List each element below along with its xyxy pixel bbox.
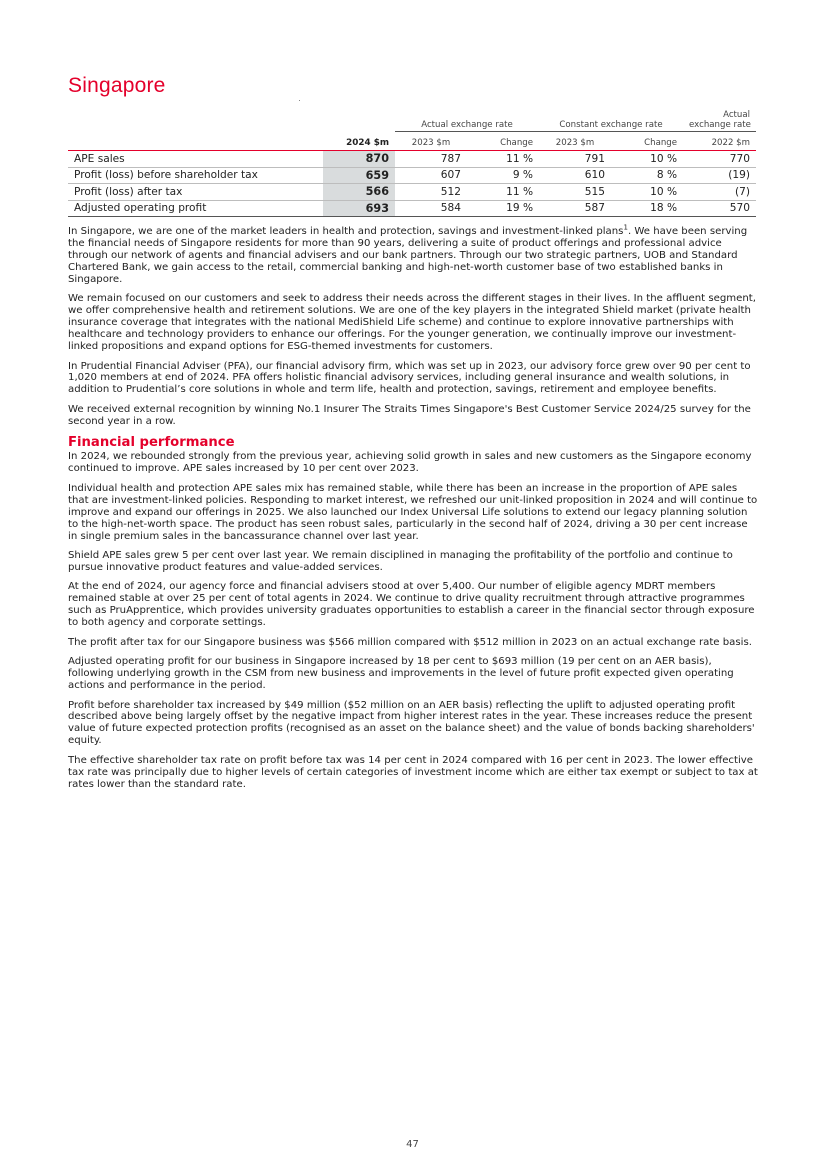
col-header-2023-cer: 2023 $m [539,132,611,151]
cell-change-cer: 8 % [611,167,683,184]
body-text [68,223,758,798]
paragraph: Adjusted operating profit for our business in Singapore increased by 18 per cent to $693 million (19 per cent on an AER basis), following underlying growth in the CSM from new business and improvements in the level of future profit expected given operating actions and performance in the period. [68,656,734,692]
row-label: Profit (loss) after tax [68,184,323,201]
table-row [68,167,756,184]
group-label-actual: Actual exchange rate [395,110,539,132]
cell-2024: 659 [323,167,395,184]
footnote-marker: 1 [623,223,628,232]
cell-2023-aer: 512 [395,184,467,201]
paragraph: We remain focused on our customers and seek to address their needs across the different stages in their lives. In the affluent segment, we offer comprehensive health and retirement solutions. We are one of the key players in the integrated Shield market (private health insurance coverage that integrates with the national MediShield Life scheme) and continue to explore innovative partnerships with healthcare and technology providers to enhance our offerings. For the younger generation, we continually improve our investment-linked propositions and expand options for ESG-themed investments for customers. [68,293,756,353]
col-header-2024: 2024 $m [323,132,395,151]
group-label-right-line1: Actual [723,110,751,120]
paragraph: The profit after tax for our Singapore business was $566 million compared with $512 million in 2023 on an actual exchange rate basis. [68,636,752,648]
table-header-groups [68,110,756,132]
row-label: Profit (loss) before shareholder tax [68,167,323,184]
table-row [68,184,756,201]
paragraph: Profit before shareholder tax increased by $49 million ($52 million on an AER basis) reflecting the uplift to adjusted operating profit described above being largely offset by the negative impact from higher interest rates in the year. These increases reduce the present value of future expected protection profits (recognised as an asset on the balance sheet) and the value of bonds backing shareholders' equity. [68,699,755,747]
financial-table [68,110,756,217]
paragraph: Shield APE sales grew 5 per cent over last year. We remain disciplined in managing the profitability of the portfolio and continue to pursue innovative product features and value-added services. [68,549,733,573]
row-label: Adjusted operating profit [68,200,323,217]
cell-2024: 693 [323,200,395,217]
cell-change-cer: 10 % [611,184,683,201]
col-header-2022: 2022 $m [683,132,756,151]
cell-2023-cer: 791 [539,151,611,168]
table-row [68,200,756,217]
paragraph: In 2024, we rebounded strongly from the previous year, achieving solid growth in sales and new customers as the Singapore economy continued to improve. APE sales increased by 10 per cent over 2023. [68,451,752,475]
group-label-right-line2: exchange rate [689,120,751,130]
stray-dot [299,100,300,101]
cell-change-cer: 10 % [611,151,683,168]
cell-2023-cer: 610 [539,167,611,184]
paragraph: In Prudential Financial Adviser (PFA), our financial advisory firm, which was set up in 2023, our advisory force grew over 90 per cent to 1,020 members at end of 2024. PFA offers holistic financial advisory services, including general insurance and wealth solutions, in addition to Prudential’s core solutions in whole and term life, health and protection, savings, retirement and employee benefits. [68,360,751,396]
cell-2024: 870 [323,151,395,168]
page-number: 47 [406,1139,419,1150]
col-header-change-cer: Change [611,132,683,151]
group-label-right [683,110,756,132]
cell-2023-aer: 787 [395,151,467,168]
cell-2022: 770 [683,151,756,168]
cell-2023-cer: 587 [539,200,611,217]
table-row [68,151,756,168]
cell-change-aer: 11 % [467,184,539,201]
paragraph: At the end of 2024, our agency force and financial advisers stood at over 5,400. Our number of eligible agency MDRT members remained stable at over 25 per cent of total agents in 2024. We continue to drive quality recruitment through attractive programmes such as PruApprentice, which provides university graduates opportunities to establish a career in the financial sector through exposure to both agency and corporate settings. [68,581,755,629]
paragraph-part: . We have been serving the financial needs of Singapore residents for more than 90 years, delivering a suite of product offerings and professional advice through our network of agents and financial advisers and our bank partners. Through our two strategic partners, UOB and Standard Chartered Bank, we gain access to the retail, commercial banking and high-net-worth customer base of two established banks in Singapore. [68,226,748,285]
cell-change-aer: 19 % [467,200,539,217]
paragraph: We received external recognition by winning No.1 Insurer The Straits Times Singapore's Best Customer Service 2024/25 survey for the second year in a row. [68,403,751,427]
cell-change-aer: 9 % [467,167,539,184]
cell-2024: 566 [323,184,395,201]
col-header-2023-aer: 2023 $m [395,132,467,151]
cell-2023-aer: 584 [395,200,467,217]
paragraph [68,223,758,286]
cell-2022: 570 [683,200,756,217]
cell-2022: (19) [683,167,756,184]
paragraph: Individual health and protection APE sales mix has remained stable, while there has been an increase in the proportion of APE sales that are investment-linked policies. Responding to market interest, we refreshed our unit-linked proposition in 2024 and will continue to improve and expand our offerings in 2025. We also launched our Index Universal Life solutions to extend our legacy planning solution to the high-net-worth space. The product has seen robust sales, particularly in the second half of 2024, driving a 30 per cent increase in single premium sales in the bancassurance channel over last year. [68,482,758,542]
cell-2023-cer: 515 [539,184,611,201]
cell-change-cer: 18 % [611,200,683,217]
cell-2023-aer: 607 [395,167,467,184]
table-header-columns [68,132,756,151]
paragraph-part: In Singapore, we are one of the market leaders in health and protection, savings and investment-linked plans [68,226,624,237]
page-title: Singapore [68,74,166,97]
paragraph: The effective shareholder tax rate on profit before tax was 14 per cent in 2024 compared with 16 per cent in 2023. The lower effective tax rate was principally due to higher levels of certain categories of investment income which are either tax exempt or subject to tax at rates lower than the standard rate. [68,754,758,790]
row-label: APE sales [68,151,323,168]
section-heading-financial-performance: Financial performance [68,435,235,451]
cell-2022: (7) [683,184,756,201]
cell-change-aer: 11 % [467,151,539,168]
col-header-change-aer: Change [467,132,539,151]
group-label-constant: Constant exchange rate [539,110,683,132]
